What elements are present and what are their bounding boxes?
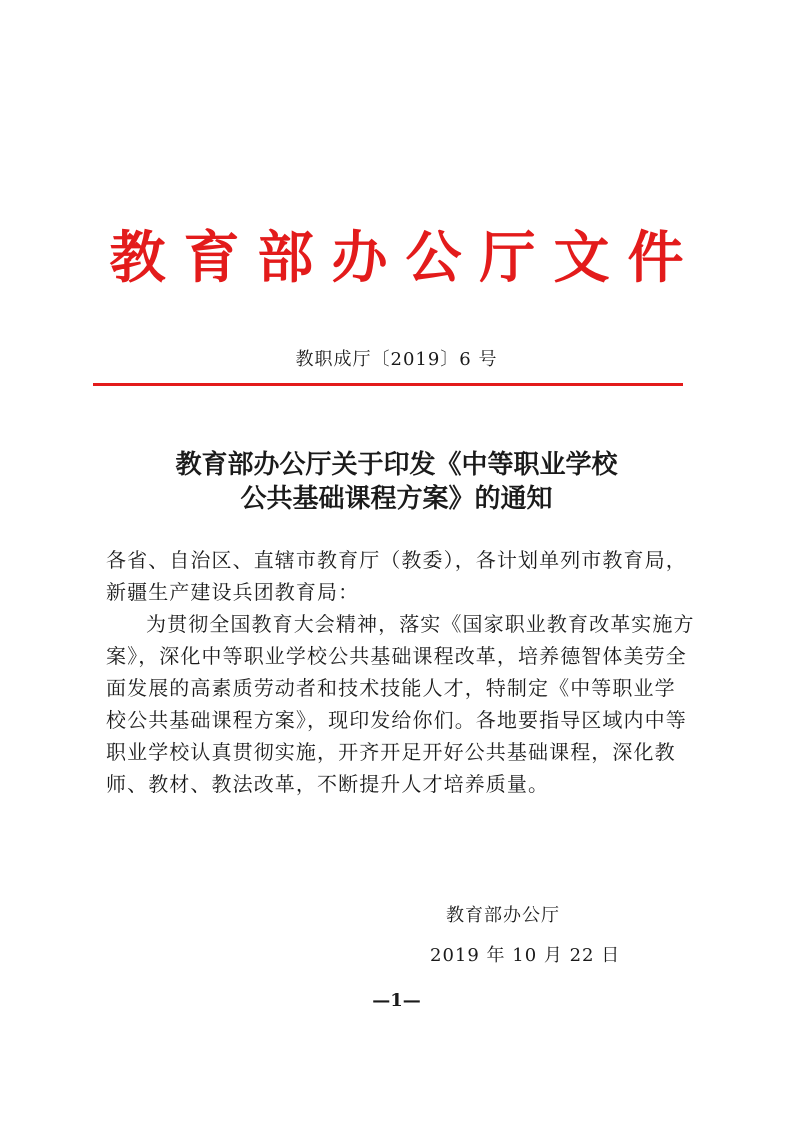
page-number: —1—: [372, 990, 421, 1011]
addressee: 各省、自治区、直辖市教育厅（教委），各计划单列市教育局，新疆生产建设兵团教育局：: [106, 548, 687, 604]
issuer-signature: 教育部办公厅: [446, 905, 560, 926]
notice-body: [106, 544, 696, 800]
red-divider-line: [93, 383, 683, 386]
notice-title: [0, 448, 793, 516]
document-number: 教职成厅〔2019〕6 号: [295, 349, 498, 370]
issue-date: 2019 年 10 月 22 日: [430, 945, 621, 966]
notice-title-line-2: 公共基础课程方案》的通知: [240, 484, 553, 514]
masthead-title: 教育部办公厅文件: [109, 225, 702, 291]
notice-title-line-1: 教育部办公厅关于印发《中等职业学校: [175, 450, 618, 480]
body-paragraph: 为贯彻全国教育大会精神，落实《国家职业教育改革实施方案》，深化中等职业学校公共基础课程改革，培养德智体美劳全面发展的高素质劳动者和技术技能人才，特制定《中等职业学校公共基础课程方案》，现印发给你们。各地要指导区域内中等职业学校认真贯彻实施，开齐开足开好公共基础课程，深化教师、教材、教法改革，不断提升人才培养质量。: [106, 612, 695, 796]
